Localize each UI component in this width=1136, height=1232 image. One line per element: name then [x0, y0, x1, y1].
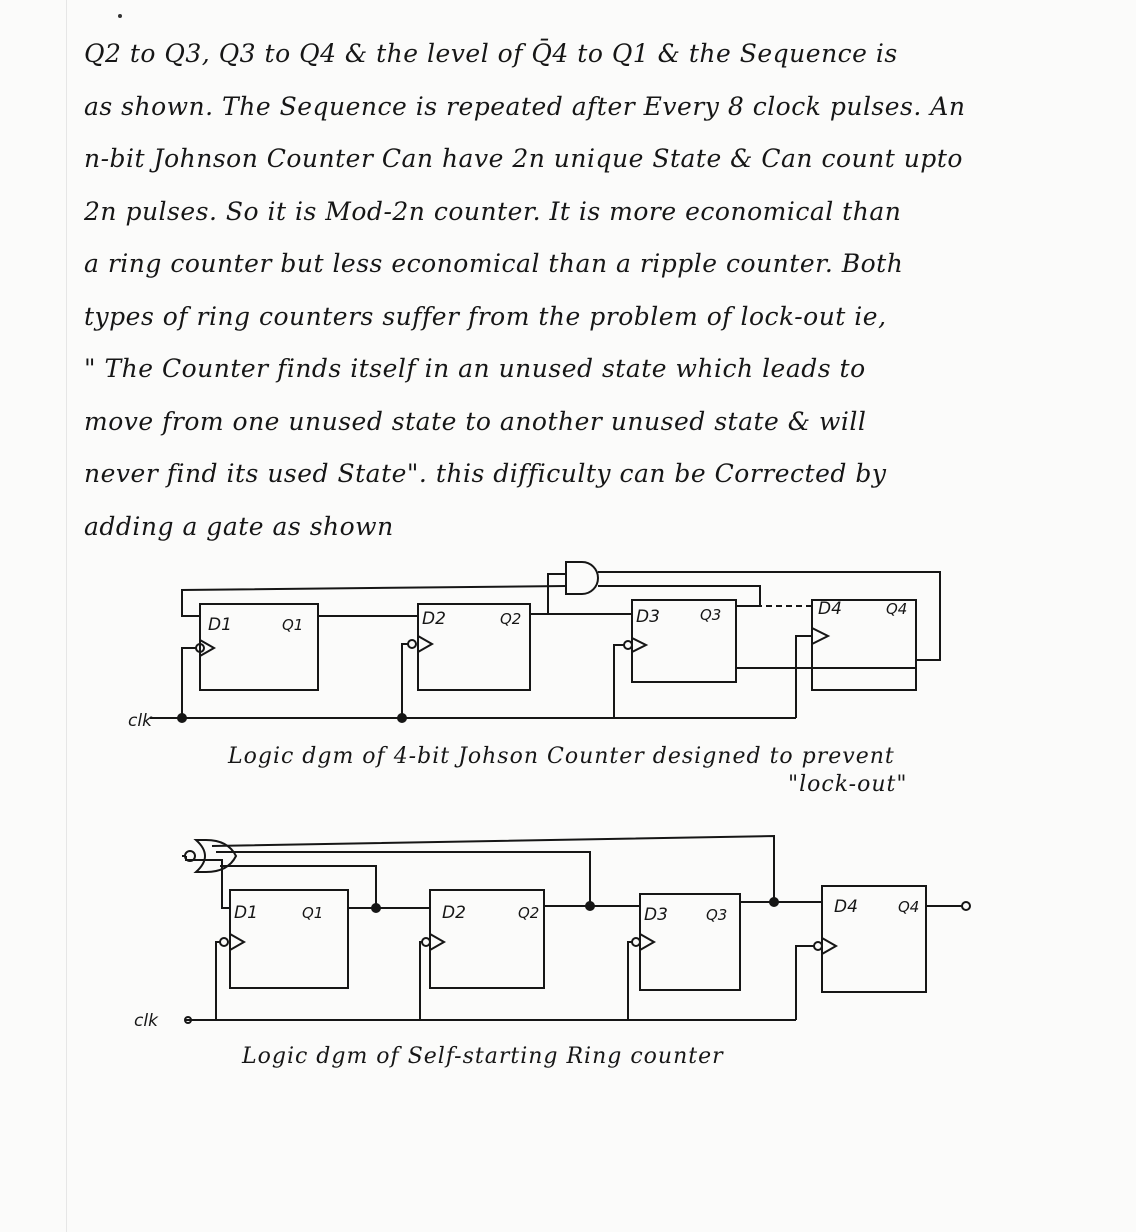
clock-label: clk	[128, 711, 152, 731]
ff2-q-label: Q2	[500, 610, 522, 628]
johnson-counter-diagram	[0, 548, 1136, 818]
ff4-q-label: Q4	[886, 600, 908, 618]
clock-input-icon	[230, 934, 836, 954]
paragraph-line: n-bit Johnson Counter Can have 2n unique State & Can count upto	[84, 144, 963, 173]
ff2-d-label: D2	[442, 903, 466, 923]
ff3-q-label: Q3	[706, 906, 728, 924]
ff4-d-label: D4	[818, 599, 842, 619]
ff2-d-label: D2	[422, 609, 446, 629]
feedback-wire	[212, 836, 774, 902]
ink-dot	[118, 14, 122, 18]
paragraph-line: move from one unused state to another unused state & will	[84, 406, 867, 436]
ff1-d-label: D1	[208, 615, 232, 635]
paragraph-line: as shown. The Sequence is repeated after Every 8 clock pulses. An	[84, 91, 966, 121]
ff1-q-label: Q1	[302, 904, 324, 922]
paragraph-line: " The Counter finds itself in an unused state which leads to	[84, 354, 866, 383]
ff2-q-label: Q2	[518, 904, 540, 922]
diagram1-caption-line2: "lock-out"	[788, 772, 908, 797]
and-gate-icon	[566, 562, 598, 594]
paragraph-line: types of ring counters suffer from the problem of lock-out ie,	[84, 301, 887, 331]
ff4-q-label: Q4	[898, 898, 920, 916]
ff3-q-label: Q3	[700, 606, 722, 624]
paragraph-line: adding a gate as shown	[84, 511, 394, 541]
output-terminal	[962, 902, 970, 910]
diagram1-caption: Logic dgm of 4-bit Johson Counter designed to prevent	[228, 744, 895, 769]
paragraph-line: 2n pulses. So it is Mod-2n counter. It is more economical than	[84, 196, 902, 226]
ff1-q-label: Q1	[282, 616, 304, 634]
ff1-d-label: D1	[234, 903, 258, 923]
diagram2-caption: Logic dgm of Self-starting Ring counter	[242, 1044, 724, 1069]
ff4-d-label: D4	[834, 897, 858, 917]
paragraph-line: a ring counter but less economical than a ripple counter. Both	[84, 249, 904, 278]
ff3-d-label: D3	[636, 607, 660, 627]
clock-label: clk	[134, 1011, 158, 1031]
paragraph-line: Q2 to Q3, Q3 to Q4 & the level of Q̄4 to Q1 & the Sequence is	[84, 39, 898, 68]
paragraph-line: never find its used State". this difficulty can be Corrected by	[84, 459, 887, 488]
ff3-d-label: D3	[644, 905, 668, 925]
ring-counter-diagram	[0, 820, 1136, 1060]
handwritten-paragraph	[84, 28, 1074, 553]
